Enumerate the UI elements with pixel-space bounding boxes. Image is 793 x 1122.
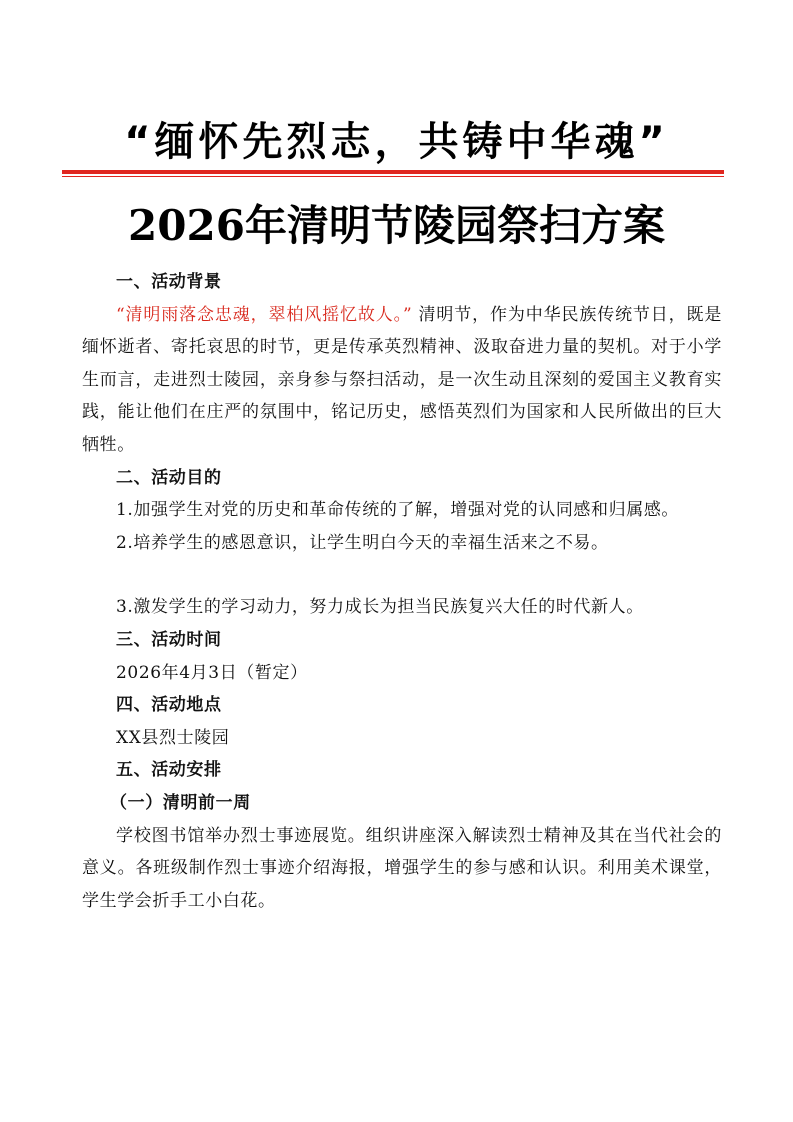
place-text: XX县烈士陵园 (116, 727, 230, 748)
page-title: 2026年清明节陵园祭扫方案 (128, 201, 665, 250)
red-divider-thick (62, 170, 724, 174)
time-text: 2026年4月3日（暂定） (116, 662, 308, 683)
section-heading-time: 三、活动时间 (116, 629, 222, 650)
document-body (82, 266, 722, 917)
purpose-item: 1.加强学生对党的历史和革命传统的了解，增强对党的认同感和归属感。 (116, 500, 680, 521)
sub-heading-week-before: （一）清明前一周 (110, 792, 251, 813)
red-divider-thin (62, 176, 724, 177)
blank-line (82, 559, 722, 591)
purpose-item: 3.激发学生的学习动力，努力成长为担当民族复兴大任的时代新人。 (116, 597, 644, 618)
arrangement-paragraph: 学校图书馆举办烈士事迹展览。组织讲座深入解读烈士精神及其在当代社会的意义。各班级制作烈士事迹介绍海报，增强学生的参与感和认识。利用美术课堂，学生学会折手工小白花。 (82, 825, 722, 911)
background-quote: “清明雨落念忠魂，翠柏风摇忆故人。” (116, 304, 413, 325)
section-heading-place: 四、活动地点 (116, 695, 222, 716)
background-paragraph (82, 299, 722, 462)
background-text: 清明节，作为中华民族传统节日，既是缅怀逝者、寄托哀思的时节，更是传承英烈精神、汲取奋进力量的契机。对于小学生而言，走进烈士陵园，亲身参与祭扫活动，是一次生动且深刻的爱国主义教育实践，能让他们在庄严的氛围中，铭记历史，感悟英烈们为国家和人民所做出的巨大牺牲。 (82, 304, 723, 455)
purpose-item: 2.培养学生的感恩意识，让学生明白今天的幸福生活来之不易。 (116, 532, 609, 553)
headline: “缅怀先烈志，共铸中华魂” (124, 119, 669, 165)
section-heading-purpose: 二、活动目的 (116, 467, 222, 488)
section-heading-arrangement: 五、活动安排 (116, 760, 222, 781)
section-heading-background: 一、活动背景 (116, 272, 222, 292)
